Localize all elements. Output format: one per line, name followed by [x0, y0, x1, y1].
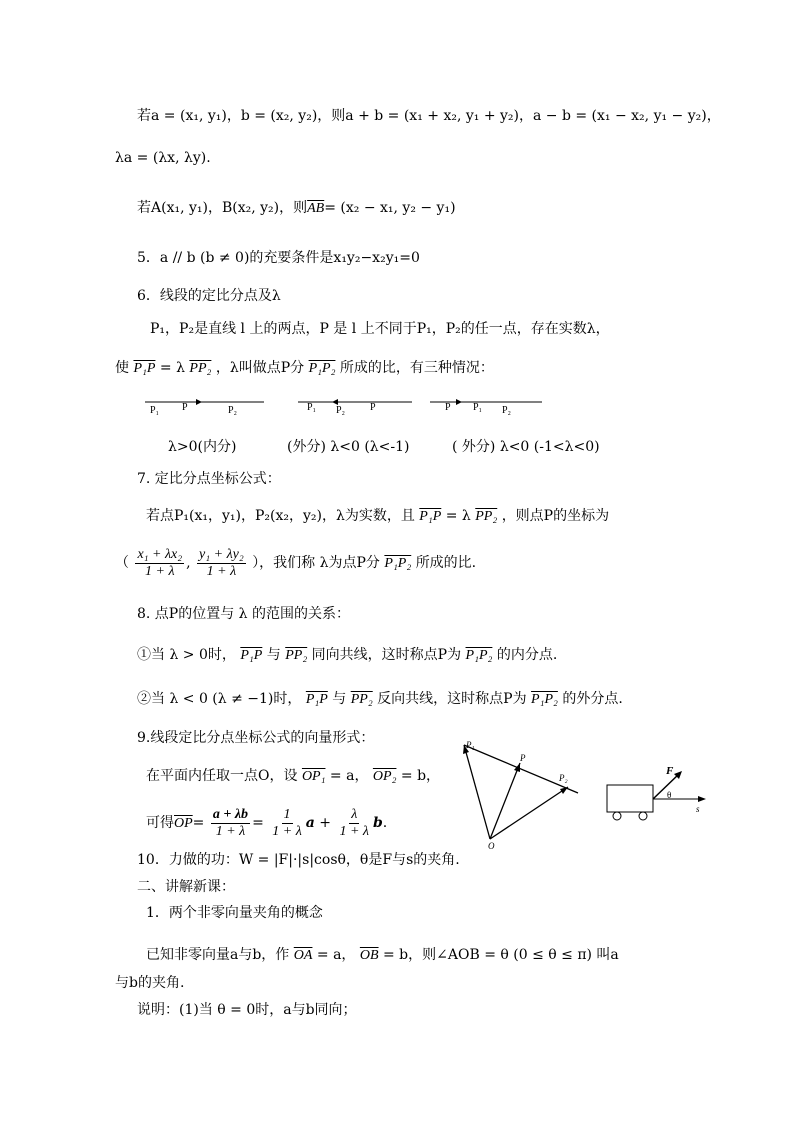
frac-denominator: 1 + λ — [206, 563, 237, 579]
fraction-x — [135, 547, 184, 580]
item-8-heading: 8. 点P的位置与 λ 的范围的关系： — [137, 606, 351, 622]
vector-pp2: PP₂ — [285, 648, 308, 663]
fraction-coef-b — [337, 807, 371, 840]
item-9-line-1 — [146, 766, 440, 787]
vector-pp2: PP₂ — [350, 692, 373, 707]
frac-denominator: 1 + λ — [145, 563, 175, 579]
vector-p1p: P₁P — [240, 648, 263, 663]
item-9-heading: 9.线段定比分点坐标公式的向量形式： — [137, 730, 375, 746]
text: = a， — [316, 947, 356, 963]
case-2-label: (外分) λ<0 (λ<-1) — [287, 439, 410, 455]
label-p1: P₁ — [466, 740, 475, 750]
item-6-desc: P₁，P₂是直线 l 上的两点，P 是 l 上不同于P₁，P₂的任一点，存在实数λ， — [150, 321, 610, 337]
label-p: P — [182, 402, 188, 413]
segment-case-1 — [145, 399, 264, 416]
label-p1: P₁ — [307, 402, 317, 413]
vector-ops-line-2: λa = (λx, λy). — [115, 150, 211, 166]
text: = b，则∠AOB = θ (0 ≤ θ ≤ π) 叫a — [383, 947, 619, 963]
text: = — [192, 815, 205, 831]
label-p2: P₂ — [336, 405, 346, 416]
case-1-label: λ>0(内分) — [168, 439, 237, 455]
label-p: P — [445, 402, 451, 413]
text: 可得 — [146, 815, 174, 831]
frac-denominator: 1 + λ — [339, 823, 369, 839]
text: = a， — [329, 768, 369, 784]
ab-coord-prefix: 若A(x₁, y₁)，B(x₂, y₂)，则 — [137, 200, 308, 216]
text: = λ — [159, 360, 185, 376]
label-p1: P₁ — [473, 402, 483, 413]
item-8-case-1 — [137, 645, 557, 666]
item-6-heading: 6．线段的定比分点及λ — [137, 288, 281, 304]
label-p2: P₂ — [502, 405, 512, 416]
text: ，λ叫做点P分 — [215, 360, 305, 376]
label-p: P — [520, 753, 526, 763]
frac-numerator: a + λb — [212, 806, 249, 822]
text: 已知非零向量a与b，作 — [146, 947, 290, 963]
vector-p1p: P₁P — [419, 509, 442, 524]
text: 同向共线，这时称点P为 — [311, 647, 462, 663]
angle-definition-line-2: 与b的夹角. — [115, 975, 185, 991]
item-5: 5．a // b (b ≠ 0)的充要条件是x₁y₂−x₂y₁=0 — [137, 250, 420, 266]
item-7-heading: 7. 定比分点坐标公式： — [137, 471, 281, 487]
text: ），我们称 λ为点P分 — [252, 555, 380, 571]
item-6-desc-2 — [115, 358, 494, 379]
text: 若点P₁(x₁，y₁)，P₂(x₂，y₂)，λ为实数，且 — [146, 508, 415, 524]
vector-p1p2: P₁P₂ — [308, 361, 336, 376]
text: = b， — [400, 768, 441, 784]
text: = λ — [445, 508, 471, 524]
note-1: 说明：(1)当 θ = 0时，a与b同向； — [137, 1002, 357, 1018]
label-p2: P₂ — [228, 405, 238, 416]
text: 使 — [115, 360, 129, 376]
label-p1: P₁ — [150, 405, 160, 416]
ab-coord-suffix: = (x₂ − x₁, y₂ − y₁) — [324, 200, 456, 216]
vector-op1: OP₁ — [301, 769, 326, 784]
vector-p1p2: P₁P₂ — [465, 648, 493, 663]
text: 在平面内任取一点O，设 — [146, 768, 298, 784]
vector-p1p: P₁P — [133, 361, 156, 376]
label-o: O — [488, 841, 495, 851]
segment-case-2 — [298, 399, 412, 416]
fraction-main — [211, 807, 250, 840]
ab-coordinate-line — [137, 198, 456, 219]
text: 的内分点. — [496, 647, 558, 663]
vector-p1p2: P₁P₂ — [531, 692, 558, 707]
section-2-heading: 二、讲解新课： — [137, 879, 235, 895]
text: 与 — [266, 647, 281, 663]
label-displacement: s — [696, 804, 700, 814]
vector-oa: $\overline{OA}$ — [293, 948, 313, 963]
item-7-formula: （ $\frac{\text{x₁ + λx₂}}{1 + \lambda}$ , $\frac{\text{y₁ + λy₂}}{1 + \lambda}$ ），我们称 λ为点P分 P₁P₂ 所成的比. — [115, 546, 477, 579]
fraction-y — [197, 547, 246, 580]
open-paren: （ — [115, 555, 129, 571]
label-p2: P₂ — [559, 773, 568, 783]
text: 与 — [332, 691, 347, 707]
frac-denominator: 1 + λ — [215, 823, 246, 839]
segment-case-3 — [430, 399, 542, 416]
item-9-line-2: 可得$\overline{OP}=$ $\frac{a + \lambda b}{1 + \lambda}$ = $\frac{1}{1 + \lambda}$ a + $\frac{\lambda}{1 + \lambda}$ b. — [146, 806, 388, 839]
item-8-case-2 — [137, 689, 623, 710]
vector-ab: $\overline{AB}$ — [307, 201, 325, 216]
text: ②当 λ < 0 (λ ≠ −1)时， — [137, 691, 302, 707]
text: 所成的比. — [415, 555, 477, 571]
vector-ops-line-1: 若a = (x₁, y₁)，b = (x₂, y₂)，则a + b = (x₁ + x₂, y₁ + y₂)，a − b = (x₁ − x₂, y₁ − y₂)， — [137, 108, 721, 124]
vector-p1p: P₁P — [305, 692, 328, 707]
frac-numerator: 1 — [283, 806, 291, 822]
text: ①当 λ > 0时， — [137, 647, 236, 663]
vector-op2: OP₂ — [372, 769, 397, 784]
text: 所成的比，有三种情况： — [339, 360, 494, 376]
segment-diagrams — [140, 390, 550, 420]
frac-numerator: y₁ + λy₂ — [199, 546, 244, 562]
triangle-vector-diagram — [450, 735, 590, 855]
label-theta: θ — [667, 790, 672, 800]
text: ，则点P的坐标为 — [501, 508, 610, 524]
frac-numerator: x₁ + λx₂ — [137, 546, 183, 562]
force-work-diagram — [600, 760, 710, 825]
text: 反向共线，这时称点P为 — [377, 691, 527, 707]
vector-p1p2: P₁P₂ — [384, 556, 412, 571]
fraction-coef-a — [270, 807, 304, 840]
frac-denominator: 1 + λ — [272, 823, 302, 839]
vector-pp2: PP₂ — [189, 361, 212, 376]
item-7-line — [146, 506, 609, 527]
vector-op: $\overline{OP}$ — [174, 816, 193, 831]
text: 的外分点. — [562, 691, 623, 707]
frac-numerator: λ — [351, 806, 358, 822]
case-3-label: ( 外分) λ<0 (-1<λ<0) — [452, 439, 600, 455]
item-10: 10．力做的功：W = |F|·|s|cosθ，θ是F与s的夹角. — [137, 852, 460, 868]
vector-ob: $\overline{OB}$ — [359, 948, 379, 963]
subsection-1-heading: 1．两个非零向量夹角的概念 — [146, 905, 323, 921]
angle-definition-line-1 — [146, 945, 619, 966]
vector-pp2: PP₂ — [475, 509, 498, 524]
label-force: F — [666, 765, 674, 777]
label-p: P — [370, 402, 376, 413]
